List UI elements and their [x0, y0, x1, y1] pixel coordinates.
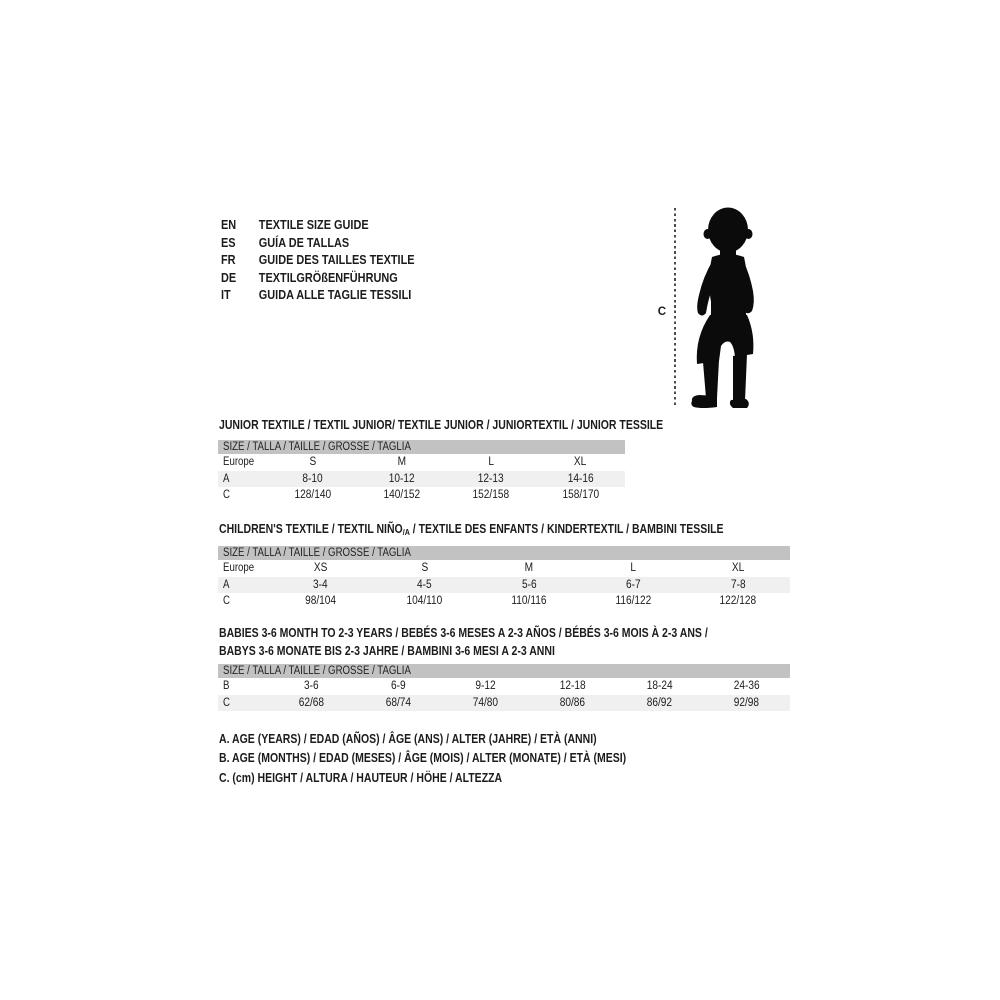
table-row [218, 695, 790, 712]
height-measure-dashed-line [674, 208, 676, 407]
table-cell: S [421, 562, 428, 575]
language-label: GUIDE DES TAILLES TEXTILE [258, 252, 415, 267]
language-code: FR [221, 252, 236, 267]
section-title-text: BABYS 3-6 MONATE BIS 2-3 JAHRE / BAMBINI 3-6 MESI A 2-3 ANNI [219, 644, 555, 658]
section-title-line [219, 520, 820, 538]
size-table [218, 664, 790, 711]
section-title-text: /A [402, 527, 410, 537]
language-label: TEXTILE SIZE GUIDE [258, 217, 369, 232]
section-title-line [219, 642, 801, 660]
table-cell: 18-24 [646, 680, 673, 693]
table-cell: 62/68 [298, 696, 325, 709]
table-cell: XL [574, 456, 587, 469]
language-row [221, 269, 415, 287]
section-title-line [219, 416, 748, 434]
table-cell: 14-16 [567, 472, 594, 485]
size-header-label: SIZE / TALLA / TAILLE / GRÖSSE / TAGLIA [223, 441, 411, 453]
size-header-bar [218, 664, 790, 678]
row-label: B [223, 680, 230, 693]
table-cell: L [630, 562, 637, 575]
table-cell: L [488, 456, 494, 469]
table-cell: 110/116 [511, 595, 547, 608]
section-title-text: JUNIOR TEXTILE / TEXTIL JUNIOR/ TEXTILE JUNIOR / JUNIORTEXTIL / JUNIOR TESSILE [219, 418, 664, 432]
language-row [221, 251, 415, 269]
table-cell: 98/104 [304, 595, 336, 608]
table-cell: 12-18 [559, 680, 586, 693]
table-cell: 5-6 [521, 578, 537, 591]
row-label: A [223, 578, 230, 591]
table-cell: 3-6 [304, 680, 319, 693]
table-cell: 122/128 [719, 595, 757, 608]
table-cell: M [397, 456, 407, 469]
section-title-text: / TEXTILE DES ENFANTS / KINDERTEXTIL / BAMBINI TESSILE [409, 522, 724, 536]
size-header-label: SIZE / TALLA / TAILLE / GRÖSSE / TAGLIA [223, 665, 411, 677]
table-cell: S [309, 456, 316, 469]
table-cell: 128/140 [294, 489, 331, 502]
language-code: IT [221, 287, 231, 302]
table-cell: 7-8 [730, 578, 746, 591]
legend-line: A. AGE (YEARS) / EDAD (AÑOS) / ÂGE (ANS) / ALTER (JAHRE) / ETÀ (ANNI) [219, 732, 597, 746]
table-cell: 6-9 [391, 680, 406, 693]
language-label: GUÍA DE TALLAS [258, 234, 350, 250]
language-row [221, 286, 415, 304]
section-title [219, 520, 820, 538]
table-row [218, 678, 790, 695]
table-row [218, 593, 790, 610]
table-cell: 74/80 [472, 696, 499, 709]
language-label: GUIDA ALLE TAGLIE TESSILI [258, 287, 412, 302]
size-table [218, 546, 790, 610]
section-title-line [219, 624, 801, 642]
table-cell: 104/110 [406, 595, 443, 608]
size-table [218, 440, 625, 504]
language-code: EN [221, 217, 237, 232]
language-code: DE [221, 269, 237, 285]
table-cell: 12-13 [478, 472, 505, 485]
table-row [218, 560, 790, 577]
size-header-label: SIZE / TALLA / TAILLE / GRÖSSE / TAGLIA [223, 547, 411, 559]
table-row [218, 487, 625, 504]
legend-line: B. AGE (MONTHS) / EDAD (MESES) / ÂGE (MOIS) / ALTER (MONATE) / ETÀ (MESI) [219, 751, 627, 766]
size-header-bar [218, 440, 625, 454]
language-label: TEXTILGRÖßENFÜHRUNG [258, 269, 398, 285]
table-row [218, 471, 625, 488]
table-cell: 4-5 [417, 578, 432, 591]
row-label: Europe [223, 456, 255, 469]
row-label: C [223, 489, 230, 502]
row-label: C [223, 696, 230, 709]
table-cell: 6-7 [626, 578, 641, 591]
table-cell: 152/158 [472, 489, 510, 502]
table-cell: 68/74 [385, 696, 412, 709]
legend-line: C. (cm) HEIGHT / ALTURA / HAUTEUR / HÖHE / ALTEZZA [219, 770, 503, 785]
table-cell: 8-10 [302, 472, 323, 485]
table-cell: M [524, 562, 534, 575]
table-cell: 116/122 [615, 595, 652, 608]
table-cell: XS [313, 562, 327, 575]
language-code: ES [221, 234, 236, 250]
row-label: C [223, 595, 230, 608]
table-cell: 24-36 [733, 680, 760, 693]
table-cell: 80/86 [559, 696, 586, 709]
table-cell: 140/152 [383, 489, 421, 502]
row-label: Europe [223, 562, 255, 575]
language-row [221, 216, 415, 234]
table-cell: 9-12 [475, 680, 496, 693]
table-row [218, 577, 790, 594]
row-label: A [223, 472, 230, 485]
section-title-text: CHILDREN'S TEXTILE / TEXTIL NIÑO [219, 522, 403, 536]
language-list [221, 216, 451, 304]
section-title [219, 624, 801, 660]
section-title [219, 416, 748, 434]
section-title-text: BABIES 3-6 MONTH TO 2-3 YEARS / BEBÉS 3-6 MESES A 2-3 AÑOS / BÉBÉS 3-6 MOIS À 2-3 ANS / [219, 626, 708, 640]
language-row [221, 234, 415, 252]
table-cell: 92/98 [733, 696, 760, 709]
size-header-bar [218, 546, 790, 560]
table-cell: XL [731, 562, 745, 575]
table-row [218, 454, 625, 471]
table-cell: 86/92 [646, 696, 673, 709]
height-measure-label: C [657, 306, 666, 318]
toddler-silhouette-icon [684, 207, 772, 408]
table-cell: 3-4 [312, 578, 328, 591]
table-cell: 158/170 [562, 489, 599, 502]
legend [219, 730, 704, 788]
table-cell: 10-12 [388, 472, 415, 485]
